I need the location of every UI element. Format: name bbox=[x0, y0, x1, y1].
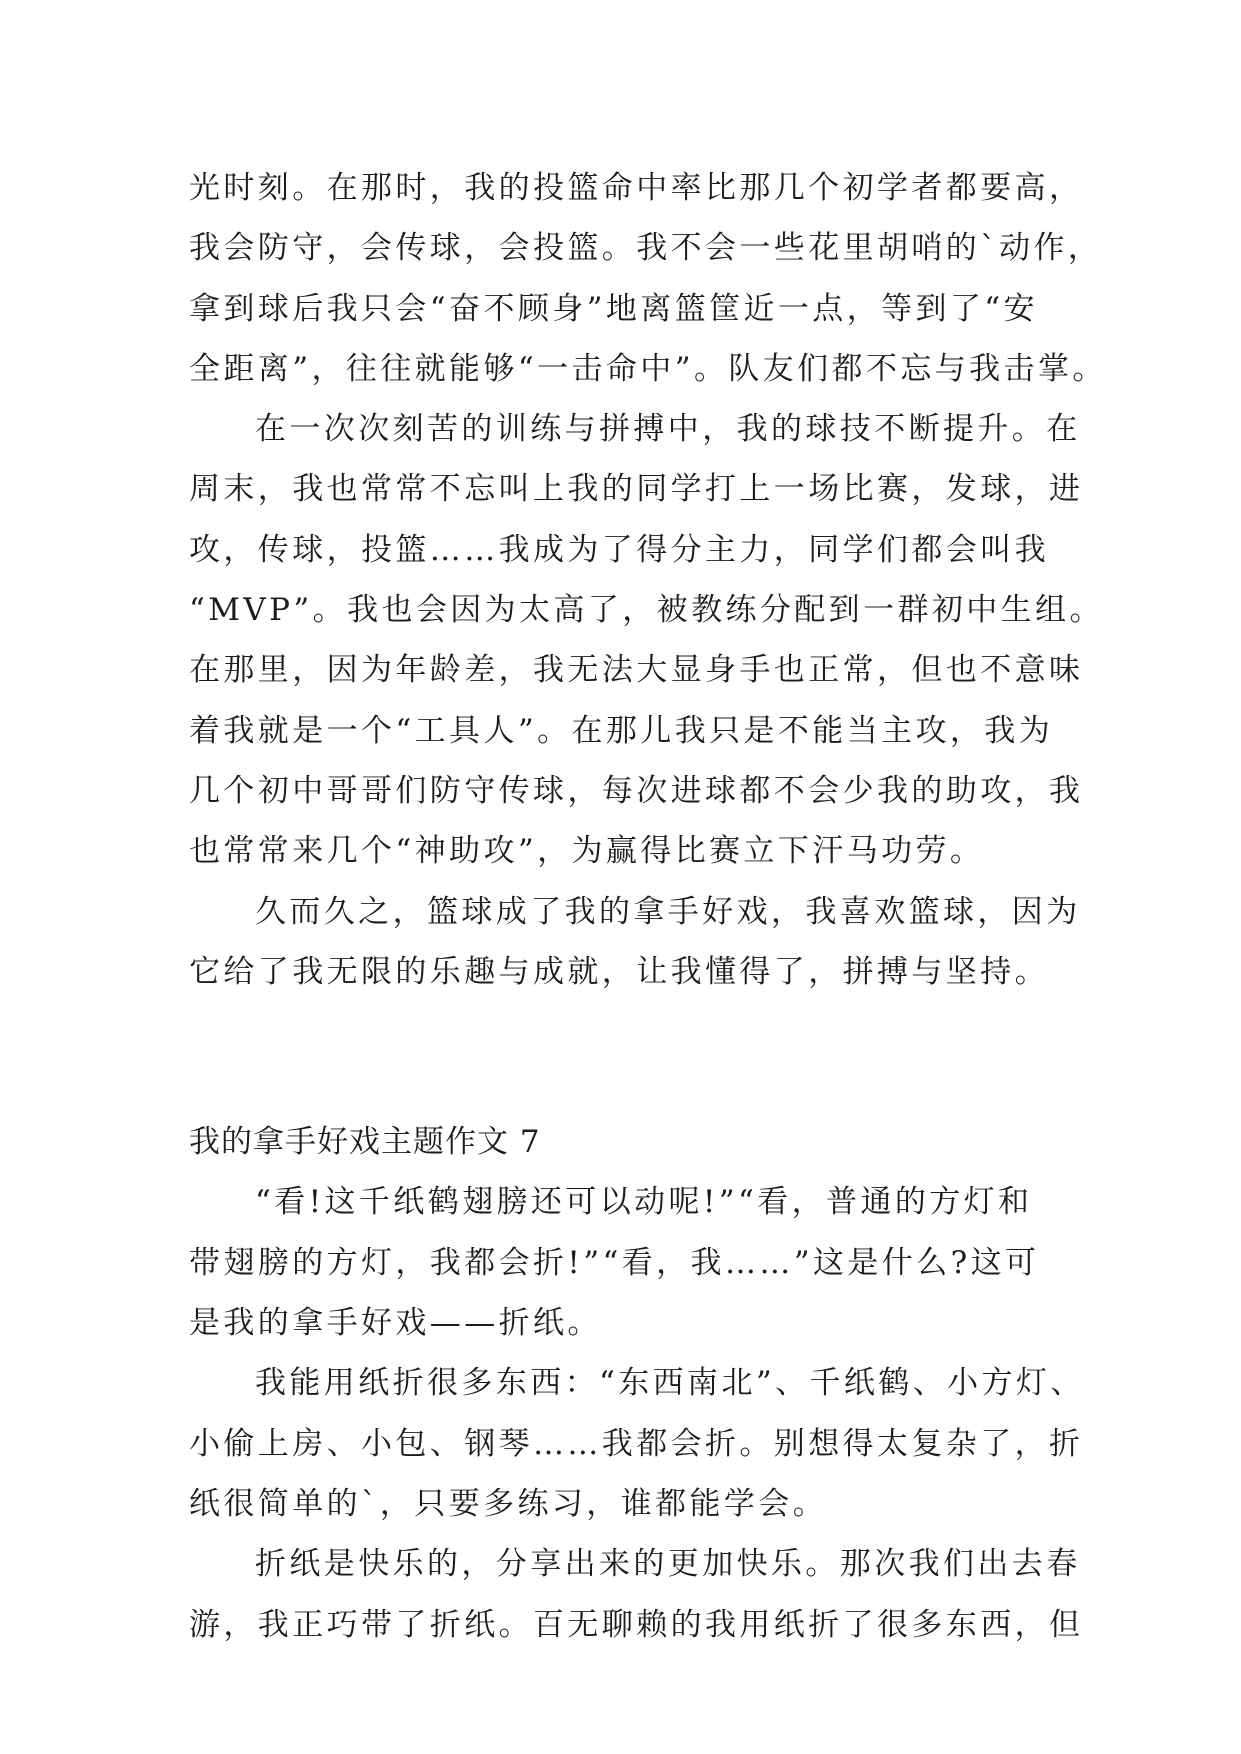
paragraph bbox=[189, 1353, 1085, 1534]
text-line: 我能用纸折很多东西：“东西南北”、千纸鹤、小方灯、 bbox=[255, 1365, 1085, 1402]
paragraph bbox=[189, 882, 1081, 1003]
paragraph bbox=[189, 399, 1104, 881]
text-line: 它给了我无限的乐趣与成就，让我懂得了，拼搏与坚持。 bbox=[189, 953, 1049, 990]
text-line: 折纸是快乐的，分享出来的更加快乐。那次我们出去春 bbox=[255, 1546, 1081, 1583]
text-line: 几个初中哥哥们防守传球，每次进球都不会少我的助攻，我 bbox=[189, 772, 1084, 809]
text-line: 攻，传球，投篮……我成为了得分主力，同学们都会叫我 bbox=[189, 531, 1049, 568]
text-line: 也常常来几个“神助攻”，为赢得比赛立下汗马功劳。 bbox=[189, 833, 985, 870]
paragraph bbox=[189, 1534, 1084, 1655]
text-line: 是我的拿手好戏——折纸。 bbox=[189, 1305, 602, 1342]
paragraph bbox=[189, 158, 1107, 399]
text-line: 纸很简单的`，只要多练习，谁都能学会。 bbox=[189, 1485, 828, 1522]
text-line: 在一次次刻苦的训练与拼搏中，我的球技不断提升。在 bbox=[255, 411, 1081, 448]
text-line: 小偷上房、小包、钢琴……我都会折。别想得太复杂了，折 bbox=[189, 1425, 1084, 1462]
text-line: 游，我正巧带了折纸。百无聊赖的我用纸折了很多东西，但 bbox=[189, 1606, 1084, 1643]
text-line: 在那里，因为年龄差，我无法大显身手也正常，但也不意味 bbox=[189, 652, 1084, 689]
text-line: 全距离”，往往就能够“一击命中”。队友们都不忘与我击掌。 bbox=[189, 350, 1107, 387]
text-line: “MVP”。我也会因为太高了，被教练分配到一群初中生组。 bbox=[189, 592, 1104, 629]
paragraph bbox=[189, 1172, 1067, 1353]
text-line: 着我就是一个“工具人”。在那儿我只是不能当主攻，我为 bbox=[189, 712, 1054, 749]
section-gap bbox=[189, 1002, 1067, 1112]
text-line: 光时刻。在那时，我的投篮命中率比那几个初学者都要高， bbox=[189, 170, 1084, 206]
text-line: 久而久之，篮球成了我的拿手好戏，我喜欢篮球，因为 bbox=[255, 893, 1081, 930]
text-line: “看!这千纸鹤翅膀还可以动呢!”“看，普通的方灯和 bbox=[255, 1184, 1033, 1221]
text-line: 拿到球后我只会“奋不顾身”地离篮筐近一点，等到了“安 bbox=[189, 290, 1038, 327]
text-line: 我会防守，会传球，会投篮。我不会一些花里胡哨的`动作， bbox=[189, 230, 1103, 267]
document-body bbox=[189, 158, 1107, 1655]
text-line: 周末，我也常常不忘叫上我的同学打上一场比赛，发球，进 bbox=[189, 471, 1084, 508]
essay-title: 我的拿手好戏主题作文 7 bbox=[189, 1124, 541, 1161]
text-line: 带翅膀的方灯，我都会折!”“看，我……”这是什么?这可 bbox=[189, 1244, 1040, 1281]
